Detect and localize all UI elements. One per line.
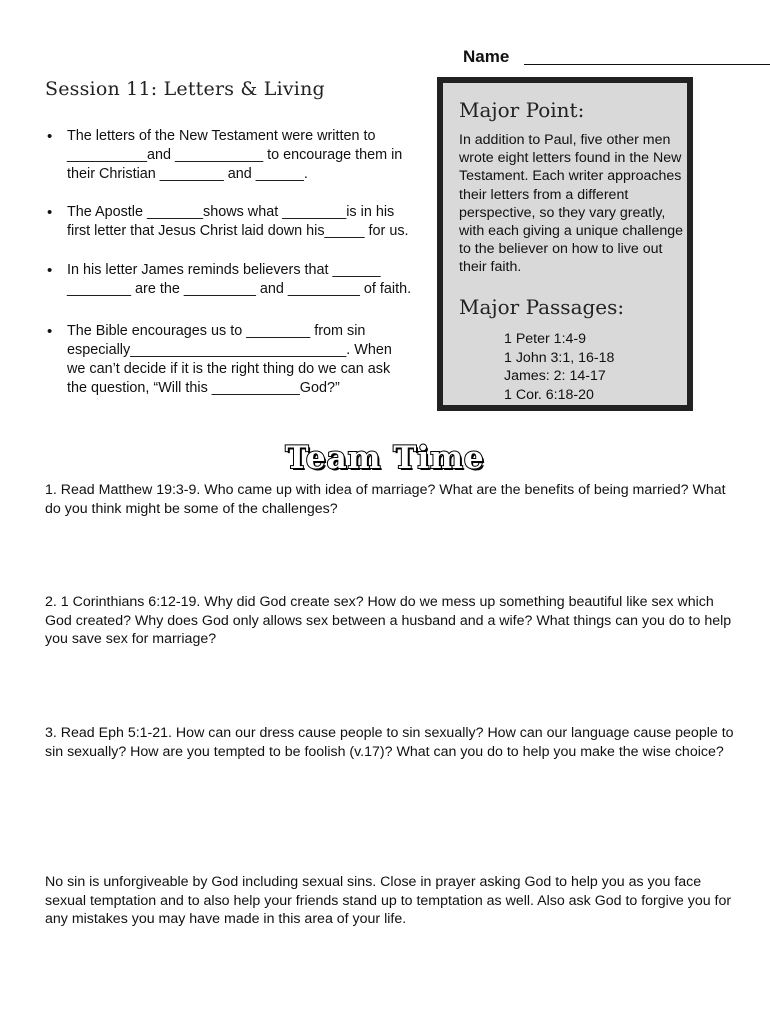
bullet-line: • The Bible encourages us to ________ from sin: [67, 323, 366, 339]
bullet-item: [45, 127, 435, 184]
major-point-text: In addition to Paul, five other men wrote eight letters found in the New Testament. Each writer approaches their letters from a different perspective, so they vary greatly, with each giving a unique challenge to the believer on how to live out their faith.: [459, 132, 684, 276]
major-point-heading: Major Point:: [459, 98, 585, 122]
passages-list: [504, 330, 614, 404]
bullet-line: • The Apostle _______shows what ________is in his: [67, 204, 395, 220]
team-time-title: Team Time: [285, 440, 485, 476]
major-passages-heading: Major Passages:: [459, 295, 625, 319]
closing-paragraph: No sin is unforgiveable by God including sexual sins. Close in prayer asking God to help you as you face sexual temptation and to also help your friends stand up to temptation as well. Also ask God to forgive you for any mistakes you may have made in this area of your life.: [45, 874, 732, 927]
bullet-item: [45, 322, 435, 398]
bullet-line: especially___________________________. When: [67, 342, 392, 358]
bullet-line: ________ are the _________ and _________ of faith.: [67, 281, 412, 297]
fill-in-bullets: [45, 127, 435, 398]
bullet-item: [45, 203, 435, 241]
passage-item: 1 Cor. 6:18-20: [504, 386, 594, 403]
question-1: 1. Read Matthew 19:3-9. Who came up with idea of marriage? What are the benefits of being married? What do you think might be some of the challenges?: [45, 482, 726, 517]
bullet-item: [45, 261, 435, 299]
bullet-line: • The letters of the New Testament were written to: [67, 128, 376, 144]
question-2: 2. 1 Corinthians 6:12-19. Why did God create sex? How do we mess up something beautiful like sex which God created? Why does God only allows sex between a husband and a wife? What things can you do to help you save sex for marriage?: [45, 594, 732, 647]
question-3: 3. Read Eph 5:1-21. How can our dress cause people to sin sexually? How can our language cause people to sin sexually? How are you tempted to be foolish (v.17)? What can you do to help you make the wise choice?: [45, 725, 734, 760]
bullet-line: first letter that Jesus Christ laid down his_____ for us.: [67, 223, 409, 239]
bullet-line: their Christian ________ and ______.: [67, 166, 308, 182]
major-point-box: [437, 77, 693, 411]
passage-item: James: 2: 14-17: [504, 368, 606, 384]
passage-item: 1 John 3:1, 16-18: [504, 349, 615, 366]
bullet-line: the question, “Will this ___________God?”: [67, 380, 340, 396]
bullet-line: • In his letter James reminds believers that ______: [67, 262, 381, 278]
session-title: Session 11: Letters & Living: [45, 78, 325, 100]
bullet-line: we can’t decide if it is the right thing do we can ask: [67, 361, 391, 377]
passage-item: 1 Peter 1:4-9: [504, 331, 587, 347]
bullet-line: __________and ___________ to encourage them in: [67, 147, 403, 163]
name-label: Name: [463, 47, 510, 66]
name-blank-line: [524, 64, 770, 65]
